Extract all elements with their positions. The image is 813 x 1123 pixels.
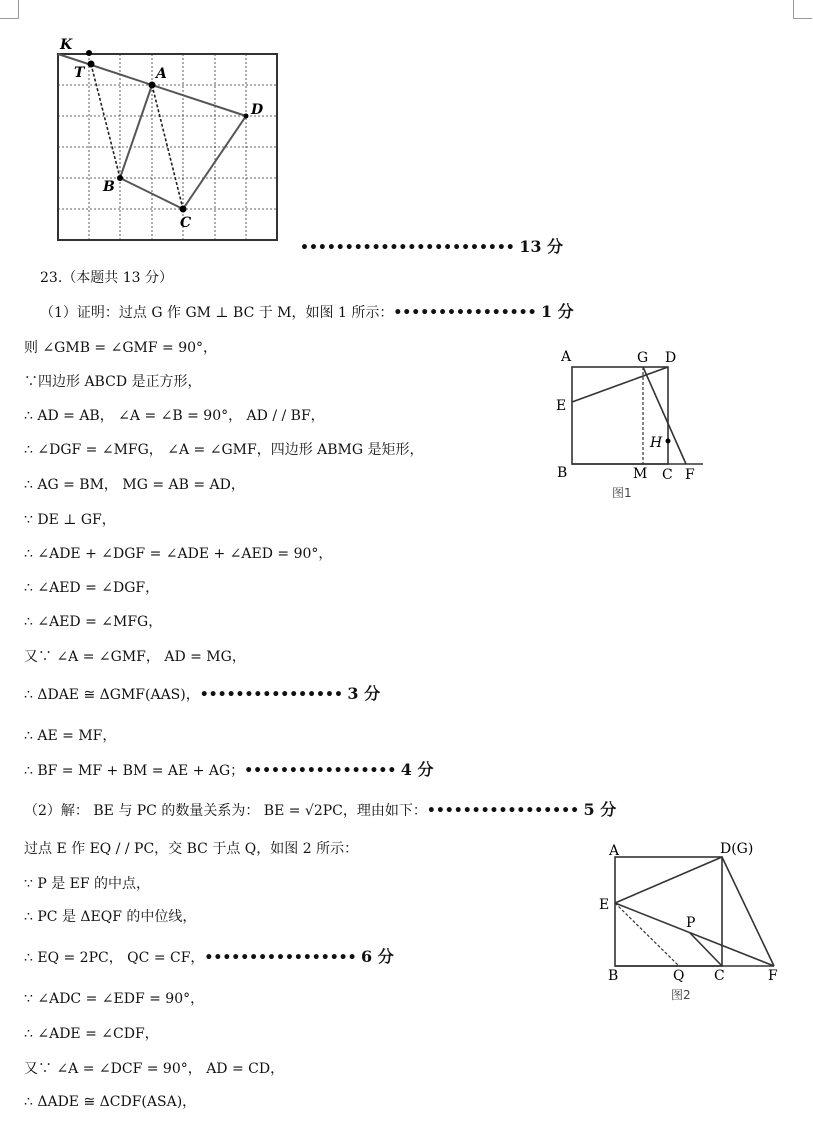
fig2-dashed-eq — [615, 903, 679, 966]
fig2-label-a: A — [609, 843, 620, 859]
line-18 — [24, 948, 394, 967]
line-14 — [24, 801, 616, 820]
line-19: ∵ ∠ADC = ∠EDF = 90°， — [24, 991, 205, 1007]
fig1-label-m: M — [633, 466, 648, 482]
score-text: 4 分 — [400, 760, 434, 779]
fig1-line-ed — [572, 367, 668, 402]
label-t: T — [74, 65, 85, 81]
fig1-label-b: B — [557, 465, 568, 481]
label-k: K — [60, 37, 73, 53]
line-22: ∴ ΔADE ≅ ΔCDF(ASA)， — [24, 1094, 197, 1110]
line-text: （2）解： BE 与 PC 的数量关系为： BE = √2PC，理由如下： — [24, 803, 427, 819]
fig2-line-pc — [690, 933, 722, 966]
fig2-label-p: P — [686, 915, 696, 931]
point-b — [117, 175, 123, 181]
fig2-line-df — [722, 857, 774, 966]
line-21: 又∵ ∠A = ∠DCF = 90°， AD = CD， — [24, 1061, 285, 1077]
fig1-square — [572, 367, 668, 464]
fig1-label-h: H — [650, 435, 663, 451]
fig2-line-ef — [615, 903, 774, 966]
line-2: ∵四边形 ABCD 是正方形， — [24, 374, 202, 390]
line-20: ∴ ∠ADE = ∠CDF， — [24, 1026, 159, 1042]
fig1-label-e: E — [556, 398, 567, 414]
line-9: ∴ ∠AED = ∠MFG， — [24, 614, 163, 630]
fig2-caption: 图2 — [671, 988, 691, 1002]
line-0 — [40, 303, 574, 322]
line-6: ∵ DE ⊥ GF， — [24, 512, 116, 528]
line-16: ∵ P 是 EF 的中点， — [24, 876, 151, 892]
score-dots: ••••••••••••••••• — [204, 950, 357, 966]
line-text: ∴ EQ = 2PC， QC = CF， — [24, 950, 205, 966]
point-d — [244, 114, 249, 119]
score-text: 3 分 — [347, 684, 381, 703]
line-text: （1）证明：过点 G 作 GM ⊥ BC 于 M，如图 1 所示： — [40, 305, 394, 321]
label-b: B — [103, 179, 115, 195]
point-c — [180, 206, 187, 213]
fig2-label-q: Q — [673, 968, 685, 984]
line-17: ∴ PC 是 ΔEQF 的中位线， — [24, 909, 197, 925]
line-12: ∴ AE = MF， — [24, 728, 117, 744]
point-top — [86, 50, 92, 56]
fig1-line-gf — [643, 367, 686, 464]
score-dots: •••••••••••••••• — [199, 687, 343, 703]
line-4: ∴ ∠DGF = ∠MFG， ∠A = ∠GMF，四边形 ABMG 是矩形， — [24, 442, 424, 458]
score-text: 1 分 — [540, 302, 574, 321]
fig1-label-c: C — [662, 467, 673, 483]
score-dots: ••••••••••••••••• — [244, 763, 397, 779]
line-15: 过点 E 作 EQ / / PC，交 BC 于点 Q，如图 2 所示： — [24, 841, 359, 857]
fig1-label-g: G — [637, 350, 649, 366]
fig1-label-f: F — [685, 467, 695, 483]
fig1-point-h — [666, 439, 671, 444]
line-10: 又∵ ∠A = ∠GMF， AD = MG， — [24, 649, 246, 665]
fig2-label-c: C — [714, 968, 725, 984]
line-5: ∴ AG = BM， MG = AB = AD， — [24, 477, 245, 493]
fig1-label-a: A — [561, 349, 572, 365]
fig2-square — [615, 857, 722, 966]
line-7: ∴ ∠ADE + ∠DGF = ∠ADE + ∠AED = 90°， — [24, 546, 333, 562]
line-text: ∴ ΔDAE ≅ ΔGMF(AAS)， — [24, 687, 200, 703]
line-text: ∴ BF = MF + BM = AE + AG； — [24, 763, 245, 779]
line-13 — [24, 761, 433, 780]
fig2-line-ed — [615, 857, 722, 903]
fig2-label-b: B — [608, 968, 619, 984]
label-c: C — [180, 215, 192, 231]
point-a — [149, 82, 156, 89]
score-dots: •••••••••••••••••••••••• — [300, 240, 515, 256]
score-text: 5 分 — [583, 800, 617, 819]
score-dots: •••••••••••••••• — [393, 305, 537, 321]
line-1: 则 ∠GMB = ∠GMF = 90°， — [24, 340, 218, 356]
line-11 — [24, 685, 380, 704]
line-8: ∴ ∠AED = ∠DGF， — [24, 580, 160, 596]
question-header: 23.（本题共 13 分） — [40, 270, 173, 286]
grid-figure — [0, 0, 813, 260]
fig2-label-f: F — [768, 968, 778, 984]
dashed-tb — [91, 64, 120, 178]
grid-lines — [58, 54, 277, 240]
fig1-caption: 图1 — [612, 486, 632, 500]
label-d: D — [251, 102, 264, 118]
point-t — [88, 61, 95, 68]
fig2-label-e: E — [599, 897, 610, 913]
fig1-label-d: D — [665, 350, 677, 366]
label-a: A — [156, 66, 167, 82]
fig2-label-dg: D(G) — [720, 841, 754, 857]
score-dots: ••••••••••••••••• — [426, 803, 580, 819]
score-text: 6 分 — [361, 947, 394, 966]
score-text: 13 分 — [519, 237, 564, 256]
top-score-line — [300, 238, 563, 257]
line-3: ∴ AD = AB， ∠A = ∠B = 90°， AD / / BF， — [24, 408, 325, 424]
